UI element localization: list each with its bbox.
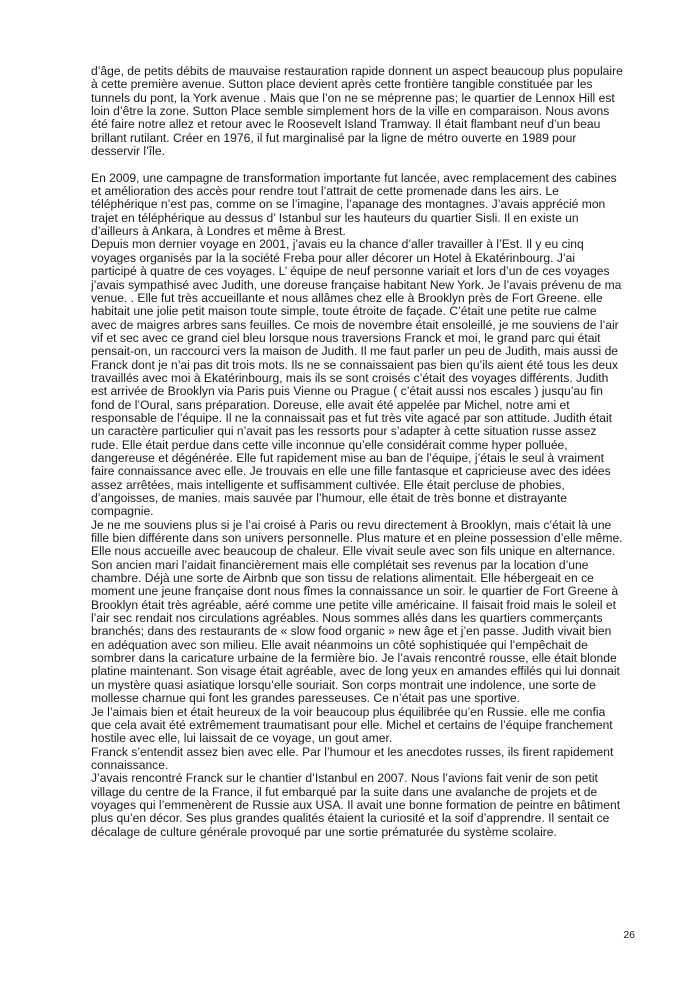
paragraph-franck-humour: Franck s’entendit assez bien avec elle. Par l’humour et les anecdotes russes, ils firent rapidement connaissance. (91, 744, 614, 772)
paragraph-telepherique: En 2009, une campagne de transformation importante fut lancée, avec remplacement des cabines et amélioration des accès pour rendre tout l’attrait de cette promenade dans les airs. Le téléphérique n’est pas, comme on se l’imagine, l’apanage des montagnes. J’avais apprécié mon trajet en téléphérique au dessus d’ Istanbul sur les hauteurs du quartier Sisli. Il en existe un d’ailleurs à Ankara, à Londres et même à Brest. (91, 170, 617, 239)
paragraph-franck-istanbul: J’avais rencontré Franck sur le chantier d’Istanbul en 2007. Nous l’avions fait venir de son petit village du centre de la France, il fut embarqué par la suite dans une avalanche de projets et de voyages qui l’emmenèrent de Russie aux USA. Il avait une bonne formation de peintre en bâtiment plus qu’en décor. Ses plus grandes qualités étaient la curiosité et la soif d’apprendre. Il sentait ce décalage de culture générale provoqué par une sortie prématurée du système scolaire. (91, 771, 621, 839)
body-text (91, 65, 624, 839)
paragraph-sutton-place: d’âge, de petits débits de mauvaise restauration rapide donnent un aspect beaucoup plus populaire à cette première avenue. Sutton place devient après cette frontière tangible constituée par les tunnels du pont, la York avenue . Mais que l’on ne se méprenne pas; le quartier de Lennox Hill est loin d’être la zone. Sutton Place semble simplement hors de la ville en comparaison. Nous avons été faire notre allez et retour avec le Roosevelt Island Tramway. Il était flambant neuf d’un beau brillant rutilant. Créer en 1976, il fut marginalisé par la ligne de métro ouverte en 1989 pour desservir l’île. (91, 64, 623, 159)
blank-line (91, 158, 624, 171)
paragraph-russie: Je l’aimais bien et était heureux de la voir beaucoup plus équilibrée qu’en Russie. elle me confia que cela avait été extrêmement traumatisant pour elle. Michel et certains de l’équipe franchement hostile avec elle, lui laissait de ce voyage, un gout amer. (91, 704, 613, 746)
paragraph-judith-ekaterinbourg: Depuis mon dernier voyage en 2001, j’avais eu la chance d’aller travailler à l’Est. Il y eu cinq voyages organisés par la la société Freba pour aller décorer un Hotel à Ekatérinbourg. J’ai participé à quatre de ces voyages. L’ équipe de neuf personne variait et lors d’un de ces voyages j’avais sympathisé avec Judith, une doreuse française habitant New York. Je l’avais prévenu de ma venue. . Elle fut très accueillante et nous allâmes chez elle à Brooklyn près de Fort Greene. elle habitait une jolie petit maison toute simple, toute étroite de façade. C’était une petite rue calme avec de maigres arbres sans feuilles. Ce mois de novembre était ensoleillé, je me souviens de l’air vif et sec avec ce grand ciel bleu lorsque nous traversions Franck et moi, le grand parc qui était pensait-on, un raccourci vers la maison de Judith. Il me faut parler un peu de Judith, mais aussi de Franck dont je n’ai pas dit trois mots. Ils ne se connaissaient pas bien qu’ils aient été tous les deux travaillés avec moi à Ekatérinbourg, mais ils se sont croisés c’était des voyages différents. Judith est arrivée de Brooklyn via Paris puis Vienne ou Prague ( c’était aussi nos escales ) jusqu’au fin fond de l’Oural, sans préparation. Doreuse, elle avait été appelée par Michel, notre ami et responsable de l’équipe. Il ne la connaissait pas et fut très vite agacé par son attitude. Judith était un caractère particulier qui n’avait pas les ressorts pour s’adapter à cette situation russe assez rude. Elle était perdue dans cette ville inconnue qu’elle considérait comme hyper polluée, dangereuse et dégénérée. Elle fut rapidement mise au ban de l’équipe, j’étais le seul à vraiment faire connaissance avec elle. Je trouvais en elle une fille fantasque et capricieuse avec des idées assez arrêtées, mais intelligente et suffisamment cultivée. Elle était percluse de phobies, d’angoisses, de manies. mais sauvée par l’humour, elle était de très bonne et distrayante compagnie. (91, 237, 622, 519)
page-number: 26 (623, 929, 635, 941)
paragraph-brooklyn: Je ne me souviens plus si je l’ai croisé à Paris ou revu directement à Brooklyn, mais c’était là une fille bien différente dans son univers personnelle. Plus mature et en pleine possession d’elle même. Elle nous accueille avec beaucoup de chaleur. Elle vivait seule avec son fils unique en alternance. Son ancien mari l’aidait financièrement mais elle complétait ses revenus par la location d’une chambre. Déjà une sorte de Airbnb que son tissu de relations alimentait. Elle hébergeait en ce moment une jeune française dont nous fîmes la connaissance un soir. le quartier de Fort Greene à Brooklyn était très agréable, aéré comme une petite ville américaine. Il faisait froid mais le soleil et l’air sec rendait nos circulations agréables. Nous sommes allés dans les quartiers commerçants branchés; dans des restaurants de « slow food organic » new âge et j’en passe. Judith vivait bien en adéquation avec son milieu. Elle avait néanmoins un côté sophistiquée qui l’empêchait de sombrer dans la caricature urbaine de la fermière bio. Je l’avais rencontré rousse, elle était blonde platine maintenant. Son visage était agréable, avec de long yeux en amandes effilés qui lui donnait un mystère quasi asiatique lorsqu’elle souriait. Son corps montrait une indolence, une sorte de mollesse charnue qui font les grandes paresseuses. Ce n’était pas une sportive. (91, 517, 623, 706)
